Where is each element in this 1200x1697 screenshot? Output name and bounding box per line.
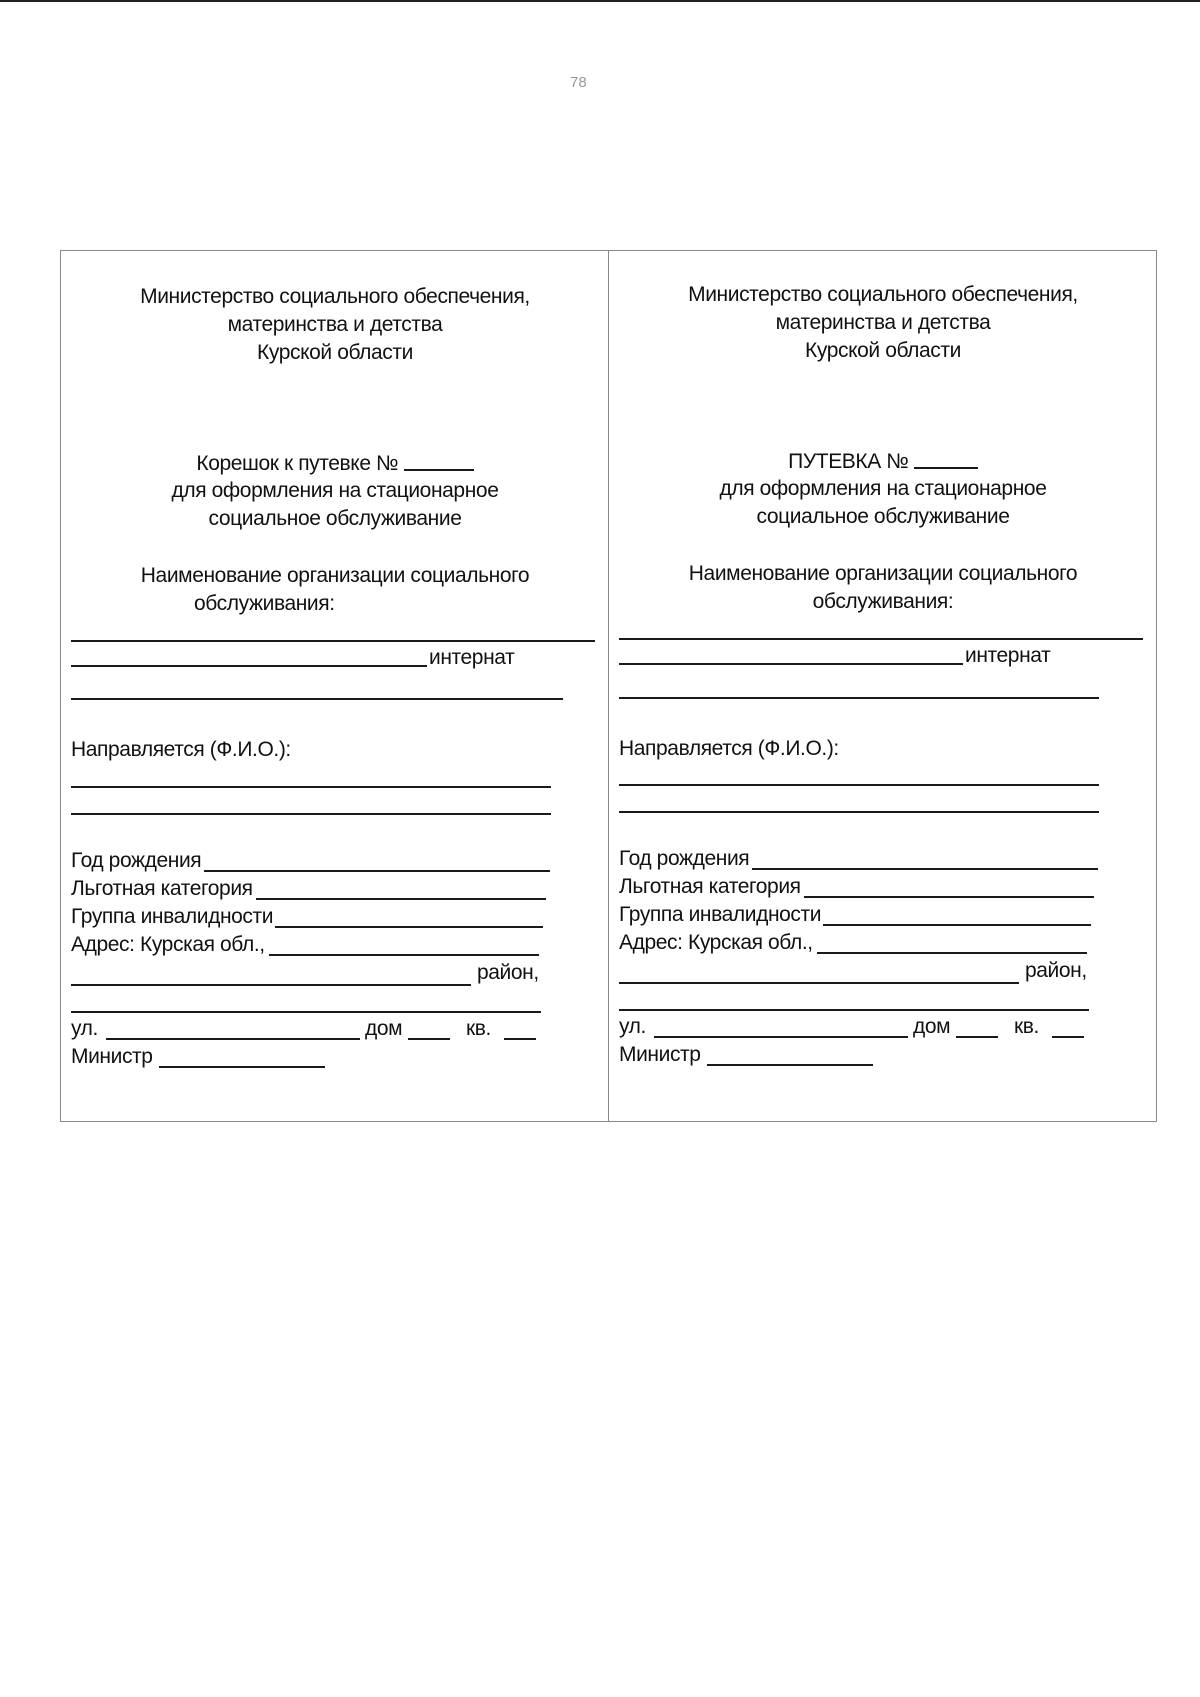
district-line[interactable] <box>619 982 1019 984</box>
org-name-line-2[interactable] <box>619 663 963 665</box>
minister-label: Министр <box>71 1045 153 1068</box>
street-label: ул. <box>619 1015 646 1038</box>
org-label-line-2: обслуживания: <box>812 590 954 613</box>
org-name-line-3[interactable] <box>619 697 1099 699</box>
house-line[interactable] <box>956 1036 998 1038</box>
org-name-line-1[interactable] <box>71 640 595 642</box>
minister-label: Министр <box>619 1043 701 1066</box>
address-line[interactable] <box>817 952 1087 954</box>
address-line[interactable] <box>269 954 539 956</box>
address-label: Адрес: Курская обл., <box>619 931 813 954</box>
birth-year-label: Год рождения <box>619 847 750 870</box>
voucher-heading <box>609 447 1157 476</box>
org-label-line-1: Наименование организации социального <box>140 564 530 587</box>
apt-label: кв. <box>1014 1015 1039 1038</box>
category-label: Льготная категория <box>619 875 801 898</box>
directed-label: Направляется (Ф.И.О.): <box>71 738 291 761</box>
ministry-line-2: материнства и детства <box>227 313 443 336</box>
district-line[interactable] <box>71 984 471 986</box>
ministry-line-2: материнства и детства <box>775 311 991 334</box>
address-line-2[interactable] <box>619 1009 1089 1011</box>
purpose-line-1: для оформления на стационарное <box>719 477 1047 500</box>
disability-label: Группа инвалидности <box>71 905 274 928</box>
birth-year-line[interactable] <box>752 868 1098 870</box>
internat-label: интернат <box>429 646 515 669</box>
fio-line-2[interactable] <box>71 813 551 815</box>
category-line[interactable] <box>804 896 1094 898</box>
fio-line-1[interactable] <box>71 786 551 788</box>
org-name-line-3[interactable] <box>71 698 563 700</box>
purpose-line-2: социальное обслуживание <box>208 507 462 530</box>
category-line[interactable] <box>256 898 546 900</box>
district-label: район, <box>1025 959 1087 982</box>
purpose-line-2: социальное обслуживание <box>756 505 1010 528</box>
minister-signature-line[interactable] <box>707 1064 873 1066</box>
ministry-line-1: Министерство социального обеспечения, <box>688 283 1078 306</box>
disability-line[interactable] <box>823 924 1091 926</box>
voucher-heading-text: ПУТЕВКА № <box>788 450 909 473</box>
house-label: дом <box>913 1015 951 1038</box>
birth-year-label: Год рождения <box>71 849 202 872</box>
street-label: ул. <box>71 1017 98 1040</box>
street-line[interactable] <box>106 1038 360 1040</box>
birth-year-line[interactable] <box>204 870 550 872</box>
page-number: 78 <box>570 74 587 91</box>
ministry-line-1: Министерство социального обеспечения, <box>140 285 530 308</box>
apt-label: кв. <box>466 1017 491 1040</box>
form-frame <box>60 250 1157 1122</box>
voucher-number-blank[interactable] <box>914 447 978 469</box>
org-name-line-2[interactable] <box>71 665 427 667</box>
street-line[interactable] <box>654 1036 908 1038</box>
fio-line-2[interactable] <box>619 811 1099 813</box>
internat-label: интернат <box>965 644 1051 667</box>
fio-line-1[interactable] <box>619 784 1099 786</box>
org-label-line-1: Наименование организации социального <box>688 562 1078 585</box>
org-name-line-1[interactable] <box>619 638 1143 640</box>
district-label: район, <box>477 961 539 984</box>
stub-panel <box>61 251 609 1121</box>
stub-heading-text: Корешок к путевке № <box>196 452 399 475</box>
voucher-panel <box>609 251 1157 1121</box>
purpose-line-1: для оформления на стационарное <box>171 479 499 502</box>
org-label-line-2: обслуживания: <box>194 592 335 615</box>
category-label: Льготная категория <box>71 877 253 900</box>
apt-line[interactable] <box>1052 1036 1084 1038</box>
house-label: дом <box>365 1017 403 1040</box>
ministry-line-3: Курской области <box>257 341 413 364</box>
address-label: Адрес: Курская обл., <box>71 933 265 956</box>
house-line[interactable] <box>408 1038 450 1040</box>
disability-label: Группа инвалидности <box>619 903 822 926</box>
voucher-number-blank[interactable] <box>404 449 474 471</box>
ministry-line-3: Курской области <box>805 339 961 362</box>
disability-line[interactable] <box>275 926 543 928</box>
minister-signature-line[interactable] <box>159 1066 325 1068</box>
apt-line[interactable] <box>504 1038 536 1040</box>
directed-label: Направляется (Ф.И.О.): <box>619 737 839 760</box>
top-rule <box>0 0 1200 2</box>
stub-heading <box>61 449 609 478</box>
address-line-2[interactable] <box>71 1011 541 1013</box>
